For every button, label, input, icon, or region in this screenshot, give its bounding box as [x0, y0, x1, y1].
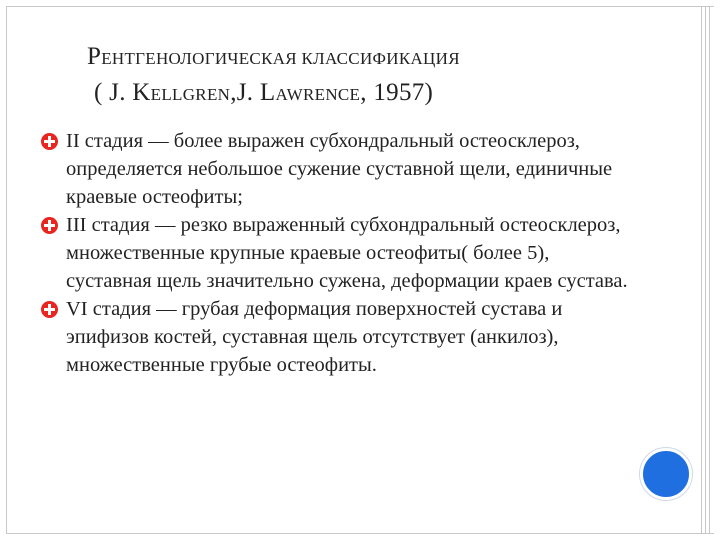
slide-title [70, 40, 630, 112]
frame-line-top [6, 6, 714, 7]
frame-line-right [709, 6, 710, 534]
list-item [38, 295, 638, 379]
list-item [38, 211, 638, 295]
stage-list [38, 127, 638, 379]
title-author-open: ( J. K [94, 79, 151, 106]
title-year: , 1957) [360, 79, 434, 106]
plus-circle-icon [41, 301, 58, 318]
decorative-circle [640, 448, 692, 500]
plus-circle-icon [41, 217, 58, 234]
plus-circle-icon [41, 133, 58, 150]
list-item-text: III стадия — резко выраженный субхондральный остеосклероз, множественные крупные краевые остеофиты( более 5), суставная щель значительно сужена, деформации краев сустава. [66, 214, 628, 292]
list-item [38, 127, 638, 211]
frame-line-bottom [6, 533, 714, 534]
frame-line-right [701, 6, 702, 534]
frame-line-right [705, 6, 706, 534]
title-author-lawrence: AWRENCE [275, 85, 361, 104]
title-line-1 [70, 40, 630, 76]
frame-line-left [6, 6, 7, 534]
title-rest: ЕНТГЕНОЛОГИЧЕСКАЯ КЛАССИФИКАЦИЯ [101, 49, 460, 68]
title-line-2 [70, 76, 630, 112]
list-item-text: VI стадия — грубая деформация поверхностей сустава и эпифизов костей, суставная щель отсутствует (анкилоз), множественные грубые остеофиты. [66, 298, 563, 376]
title-author-kellgren: ELLGREN [150, 85, 231, 104]
title-initial: Р [87, 43, 102, 70]
title-author-mid: ,J. L [230, 79, 276, 106]
list-item-text: II стадия — более выражен субхондральный остеосклероз, определяется небольшое сужение суставной щели, единичные краевые остеофиты; [66, 130, 613, 208]
